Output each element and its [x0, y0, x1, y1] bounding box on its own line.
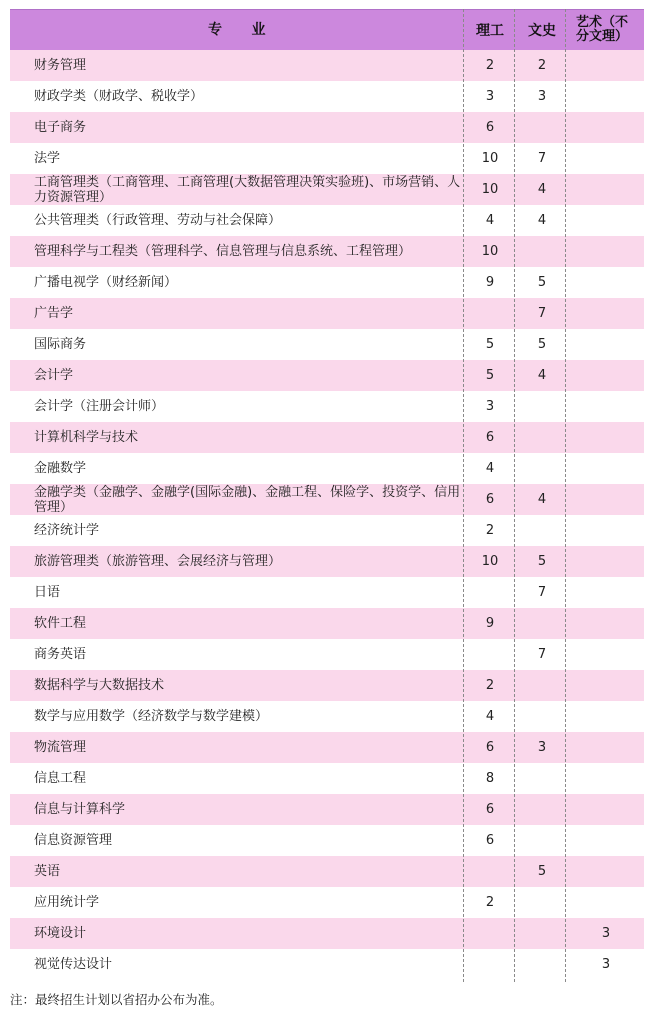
science-cell: 3 — [485, 399, 495, 414]
major-cell: 工商管理类（工商管理、工商管理(大数据管理决策实验班)、市场营销、人力资源管理） — [34, 174, 461, 205]
science-cell: 2 — [485, 58, 495, 73]
art-cell — [568, 329, 644, 360]
art-cell — [568, 732, 644, 763]
art-cell — [568, 391, 644, 422]
table-row — [10, 267, 644, 298]
science-cell: 9 — [485, 275, 495, 290]
liberal-cell — [516, 608, 568, 639]
major-cell: 管理科学与工程类（管理科学、信息管理与信息系统、工程管理） — [34, 244, 412, 259]
major-cell: 经济统计学 — [34, 523, 100, 538]
science-cell — [464, 577, 516, 608]
art-cell — [568, 515, 644, 546]
liberal-cell: 4 — [537, 182, 547, 197]
table-row — [10, 453, 644, 484]
table-row — [10, 670, 644, 701]
table-row — [10, 825, 644, 856]
table-row — [10, 143, 644, 174]
liberal-cell — [516, 236, 568, 267]
header-major: 专 业 — [208, 21, 266, 38]
science-cell: 10 — [481, 244, 499, 259]
science-cell: 6 — [485, 492, 495, 507]
table-row — [10, 701, 644, 732]
liberal-cell — [516, 701, 568, 732]
major-cell: 信息与计算科学 — [34, 802, 126, 817]
major-cell: 会计学（注册会计师） — [34, 399, 165, 414]
art-cell — [568, 298, 644, 329]
major-cell: 金融学类（金融学、金融学(国际金融)、金融工程、保险学、投资学、信用管理） — [34, 484, 461, 515]
art-cell — [568, 701, 644, 732]
liberal-cell — [516, 794, 568, 825]
major-cell: 英语 — [34, 864, 61, 879]
art-cell — [568, 825, 644, 856]
table-row — [10, 81, 644, 112]
liberal-cell: 3 — [537, 740, 547, 755]
table-row — [10, 887, 644, 918]
table-row — [10, 546, 644, 577]
science-cell: 10 — [481, 151, 499, 166]
art-cell — [568, 670, 644, 701]
table-row — [10, 794, 644, 825]
art-cell — [568, 794, 644, 825]
art-cell — [568, 763, 644, 794]
major-cell: 会计学 — [34, 368, 74, 383]
header-art: 艺术（不分文理） — [576, 15, 629, 44]
major-cell: 计算机科学与技术 — [34, 430, 139, 445]
liberal-cell — [516, 949, 568, 980]
science-cell: 3 — [485, 89, 495, 104]
table-row — [10, 236, 644, 267]
major-cell: 财政学类（财政学、税收学） — [34, 89, 204, 104]
column-divider — [514, 9, 515, 982]
art-cell: 3 — [601, 957, 611, 972]
major-cell: 视觉传达设计 — [34, 957, 113, 972]
major-cell: 公共管理类（行政管理、劳动与社会保障） — [34, 213, 282, 228]
major-cell: 广播电视学（财经新闻） — [34, 275, 178, 290]
liberal-cell — [516, 887, 568, 918]
liberal-cell: 5 — [537, 275, 547, 290]
table-row — [10, 732, 644, 763]
liberal-cell: 7 — [537, 585, 547, 600]
art-cell — [568, 856, 644, 887]
major-cell: 日语 — [34, 585, 61, 600]
science-cell: 4 — [485, 709, 495, 724]
table-row — [10, 763, 644, 794]
science-cell: 2 — [485, 895, 495, 910]
science-cell: 6 — [485, 430, 495, 445]
liberal-cell: 5 — [537, 864, 547, 879]
art-cell — [568, 267, 644, 298]
art-cell — [568, 174, 644, 205]
art-cell — [568, 50, 644, 81]
table-row — [10, 298, 644, 329]
liberal-cell: 3 — [537, 89, 547, 104]
column-divider — [463, 9, 464, 982]
liberal-cell: 2 — [537, 58, 547, 73]
liberal-cell — [516, 391, 568, 422]
table-row — [10, 918, 644, 949]
liberal-cell — [516, 918, 568, 949]
table-header — [10, 9, 644, 50]
liberal-cell: 5 — [537, 337, 547, 352]
header-science: 理工 — [476, 23, 504, 39]
major-cell: 旅游管理类（旅游管理、会展经济与管理） — [34, 554, 282, 569]
science-cell — [464, 298, 516, 329]
liberal-cell: 4 — [537, 492, 547, 507]
table-row — [10, 515, 644, 546]
science-cell: 8 — [485, 771, 495, 786]
art-cell — [568, 236, 644, 267]
liberal-cell — [516, 825, 568, 856]
art-cell — [568, 639, 644, 670]
science-cell: 2 — [485, 523, 495, 538]
liberal-cell — [516, 515, 568, 546]
major-cell: 金融数学 — [34, 461, 87, 476]
table-body — [10, 50, 644, 980]
liberal-cell: 4 — [537, 368, 547, 383]
liberal-cell — [516, 112, 568, 143]
science-cell — [464, 639, 516, 670]
science-cell: 5 — [485, 368, 495, 383]
liberal-cell — [516, 422, 568, 453]
art-cell — [568, 81, 644, 112]
table-row — [10, 360, 644, 391]
science-cell: 2 — [485, 678, 495, 693]
science-cell — [464, 949, 516, 980]
header-liberal: 文史 — [528, 23, 556, 39]
major-cell: 物流管理 — [34, 740, 87, 755]
liberal-cell — [516, 453, 568, 484]
major-cell: 商务英语 — [34, 647, 87, 662]
major-cell: 信息资源管理 — [34, 833, 113, 848]
art-cell — [568, 887, 644, 918]
table-row — [10, 856, 644, 887]
major-cell: 电子商务 — [34, 120, 87, 135]
science-cell: 5 — [485, 337, 495, 352]
liberal-cell: 7 — [537, 151, 547, 166]
art-cell — [568, 143, 644, 174]
liberal-cell: 7 — [537, 647, 547, 662]
major-cell: 应用统计学 — [34, 895, 100, 910]
art-cell — [568, 577, 644, 608]
art-cell — [568, 608, 644, 639]
science-cell — [464, 856, 516, 887]
major-cell: 信息工程 — [34, 771, 87, 786]
science-cell: 9 — [485, 616, 495, 631]
table-row — [10, 639, 644, 670]
major-cell: 环境设计 — [34, 926, 87, 941]
table-row — [10, 205, 644, 236]
table-row — [10, 949, 644, 980]
art-cell — [568, 422, 644, 453]
liberal-cell: 5 — [537, 554, 547, 569]
science-cell: 6 — [485, 120, 495, 135]
art-cell — [568, 360, 644, 391]
science-cell: 4 — [485, 213, 495, 228]
science-cell: 10 — [481, 554, 499, 569]
major-cell: 国际商务 — [34, 337, 87, 352]
science-cell: 10 — [481, 182, 499, 197]
table-row — [10, 422, 644, 453]
table-row — [10, 484, 644, 515]
science-cell: 6 — [485, 740, 495, 755]
major-cell: 财务管理 — [34, 58, 87, 73]
footnote: 注：最终招生计划以省招办公布为准。 — [10, 992, 223, 1007]
liberal-cell: 7 — [537, 306, 547, 321]
table-row — [10, 174, 644, 205]
major-cell: 数据科学与大数据技术 — [34, 678, 165, 693]
science-cell: 4 — [485, 461, 495, 476]
major-cell: 数学与应用数学（经济数学与数学建模） — [34, 709, 269, 724]
art-cell — [568, 484, 644, 515]
liberal-cell — [516, 763, 568, 794]
art-cell — [568, 112, 644, 143]
science-cell — [464, 918, 516, 949]
major-cell: 软件工程 — [34, 616, 87, 631]
liberal-cell — [516, 670, 568, 701]
column-divider — [565, 9, 566, 982]
art-cell — [568, 453, 644, 484]
science-cell: 6 — [485, 833, 495, 848]
table-row — [10, 608, 644, 639]
table-row — [10, 391, 644, 422]
liberal-cell: 4 — [537, 213, 547, 228]
science-cell: 6 — [485, 802, 495, 817]
table-row — [10, 577, 644, 608]
art-cell: 3 — [601, 926, 611, 941]
art-cell — [568, 546, 644, 577]
major-cell: 法学 — [34, 151, 61, 166]
art-cell — [568, 205, 644, 236]
table-row — [10, 329, 644, 360]
table-row — [10, 50, 644, 81]
major-cell: 广告学 — [34, 306, 74, 321]
enrollment-table — [10, 9, 644, 980]
table-row — [10, 112, 644, 143]
